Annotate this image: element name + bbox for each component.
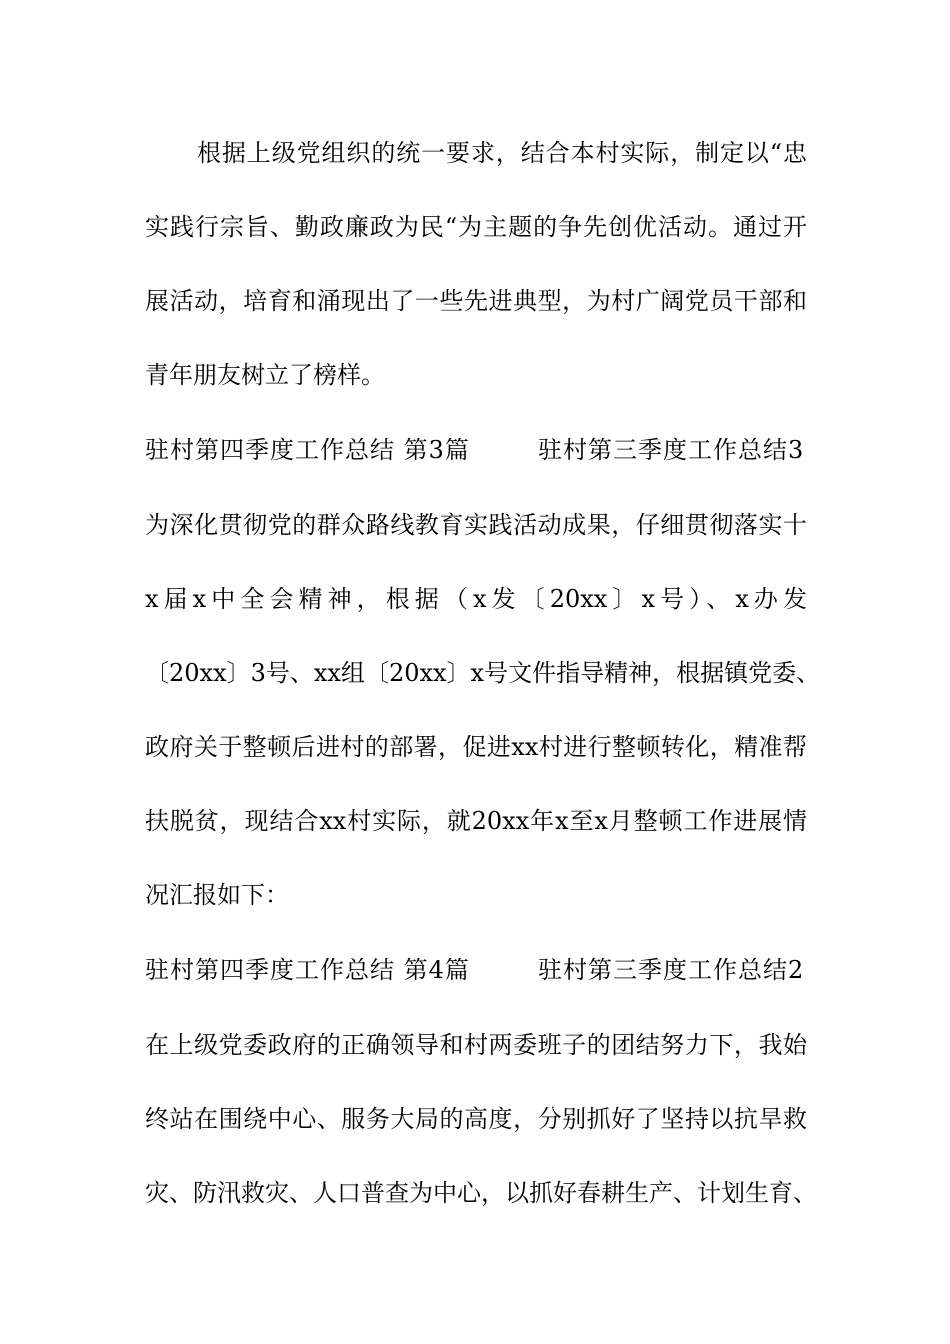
paragraph-line: 政府关于整顿后进村的部署，促进xx村进行整顿转化，精准帮 xyxy=(145,733,807,761)
section-heading xyxy=(145,430,807,470)
paragraph-line: 终站在围绕中心、服务大局的高度，分别抓好了坚持以抗旱救 xyxy=(145,1105,807,1133)
section-heading-subtitle: 驻村第三季度工作总结3 xyxy=(538,436,805,464)
paragraph-line: 〔20xx〕3号、xx组〔20xx〕x号文件指导精神，根据镇党委、 xyxy=(145,659,821,687)
paragraph-line: 扶脱贫，现结合xx村实际，就20xx年x至x月整顿工作进展情 xyxy=(145,807,807,835)
paragraph-line: 在上级党委政府的正确领导和村两委班子的团结努力下，我始 xyxy=(145,1031,807,1059)
paragraph-line: x届x中全会精神，根据（x发〔20xx〕x号）、x办发 xyxy=(145,585,807,613)
paragraph-line: 根据上级党组织的统一要求，结合本村实际，制定以“忠 xyxy=(197,139,807,167)
section-heading-title: 驻村第四季度工作总结 第4篇 xyxy=(145,956,470,984)
paragraph-line: 灾、防汛救灾、人口普查为中心，以抓好春耕生产、计划生育、 xyxy=(145,1179,817,1207)
paragraph-line: 况汇报如下： xyxy=(145,881,289,909)
paragraph-line: 实践行宗旨、勤政廉政为民“为主题的争先创优活动。通过开 xyxy=(145,213,807,241)
paragraph-line: 展活动，培育和涌现出了一些先进典型，为村广阔党员干部和 xyxy=(145,287,807,315)
paragraph-line: 青年朋友树立了榜样。 xyxy=(145,361,385,389)
section-heading-subtitle: 驻村第三季度工作总结2 xyxy=(538,956,805,984)
section-heading xyxy=(145,950,807,990)
section-heading-title: 驻村第四季度工作总结 第3篇 xyxy=(145,436,470,464)
paragraph-line: 为深化贯彻党的群众路线教育实践活动成果，仔细贯彻落实十 xyxy=(145,511,807,539)
